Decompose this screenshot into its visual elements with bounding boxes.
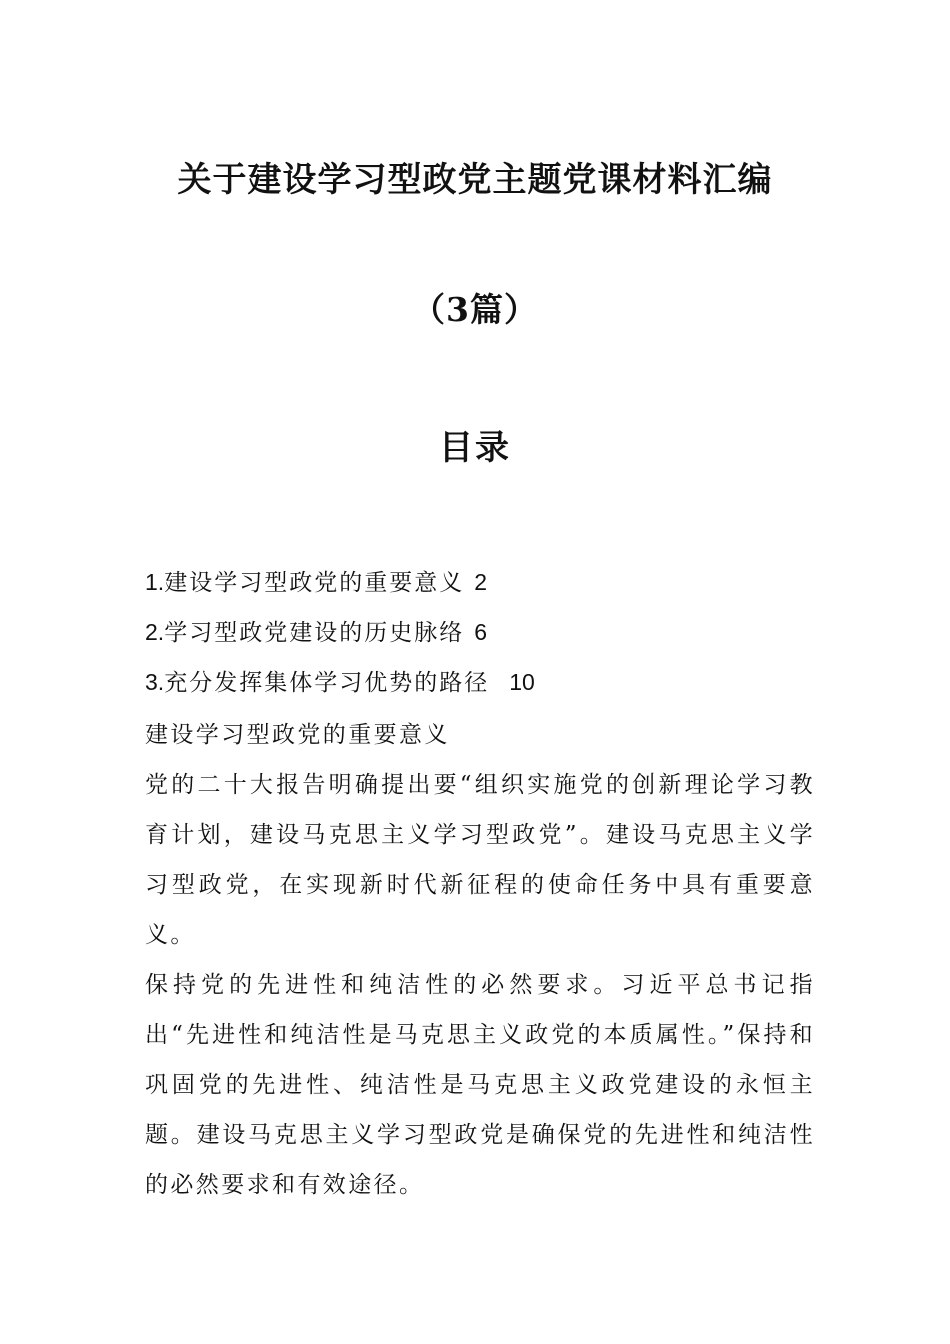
toc-item-page: 2 bbox=[474, 569, 487, 595]
toc-item-1[interactable] bbox=[145, 560, 805, 610]
toc-item-page: 10 bbox=[509, 669, 535, 695]
table-of-contents bbox=[145, 560, 805, 710]
toc-heading: 目录 bbox=[439, 428, 511, 468]
toc-item-number: 1. bbox=[145, 569, 165, 595]
body-paragraph: 党的二十大报告明确提出要“组织实施党的创新理论学习教育计划，建设马克思主义学习型政党”。建设马克思主义学习型政党，在实现新时代新征程的使命任务中具有重要意义。 bbox=[145, 772, 815, 948]
toc-item-number: 3. bbox=[145, 669, 165, 695]
body-paragraph: 保持党的先进性和纯洁性的必然要求。习近平总书记指出“先进性和纯洁性是马克思主义政党的本质属性。”保持和巩固党的先进性、纯洁性是马克思主义政党建设的永恒主题。建设马克思主义学习型政党是确保党的先进性和纯洁性的必然要求和有效途径。 bbox=[145, 972, 815, 1198]
body-content bbox=[145, 710, 815, 1210]
toc-item-label: 充分发挥集体学习优势的路径 bbox=[164, 670, 490, 696]
toc-item-3[interactable] bbox=[145, 660, 805, 710]
document-subtitle: （3篇） bbox=[412, 290, 538, 329]
toc-item-number: 2. bbox=[145, 619, 165, 645]
toc-item-page: 6 bbox=[474, 619, 487, 645]
toc-item-label: 建设学习型政党的重要意义 bbox=[164, 570, 465, 596]
document-title: 关于建设学习型政党主题党课材料汇编 bbox=[177, 160, 773, 200]
toc-item-2[interactable] bbox=[145, 610, 805, 660]
section-heading: 建设学习型政党的重要意义 bbox=[145, 722, 450, 748]
toc-item-label: 学习型政党建设的历史脉络 bbox=[164, 620, 465, 646]
